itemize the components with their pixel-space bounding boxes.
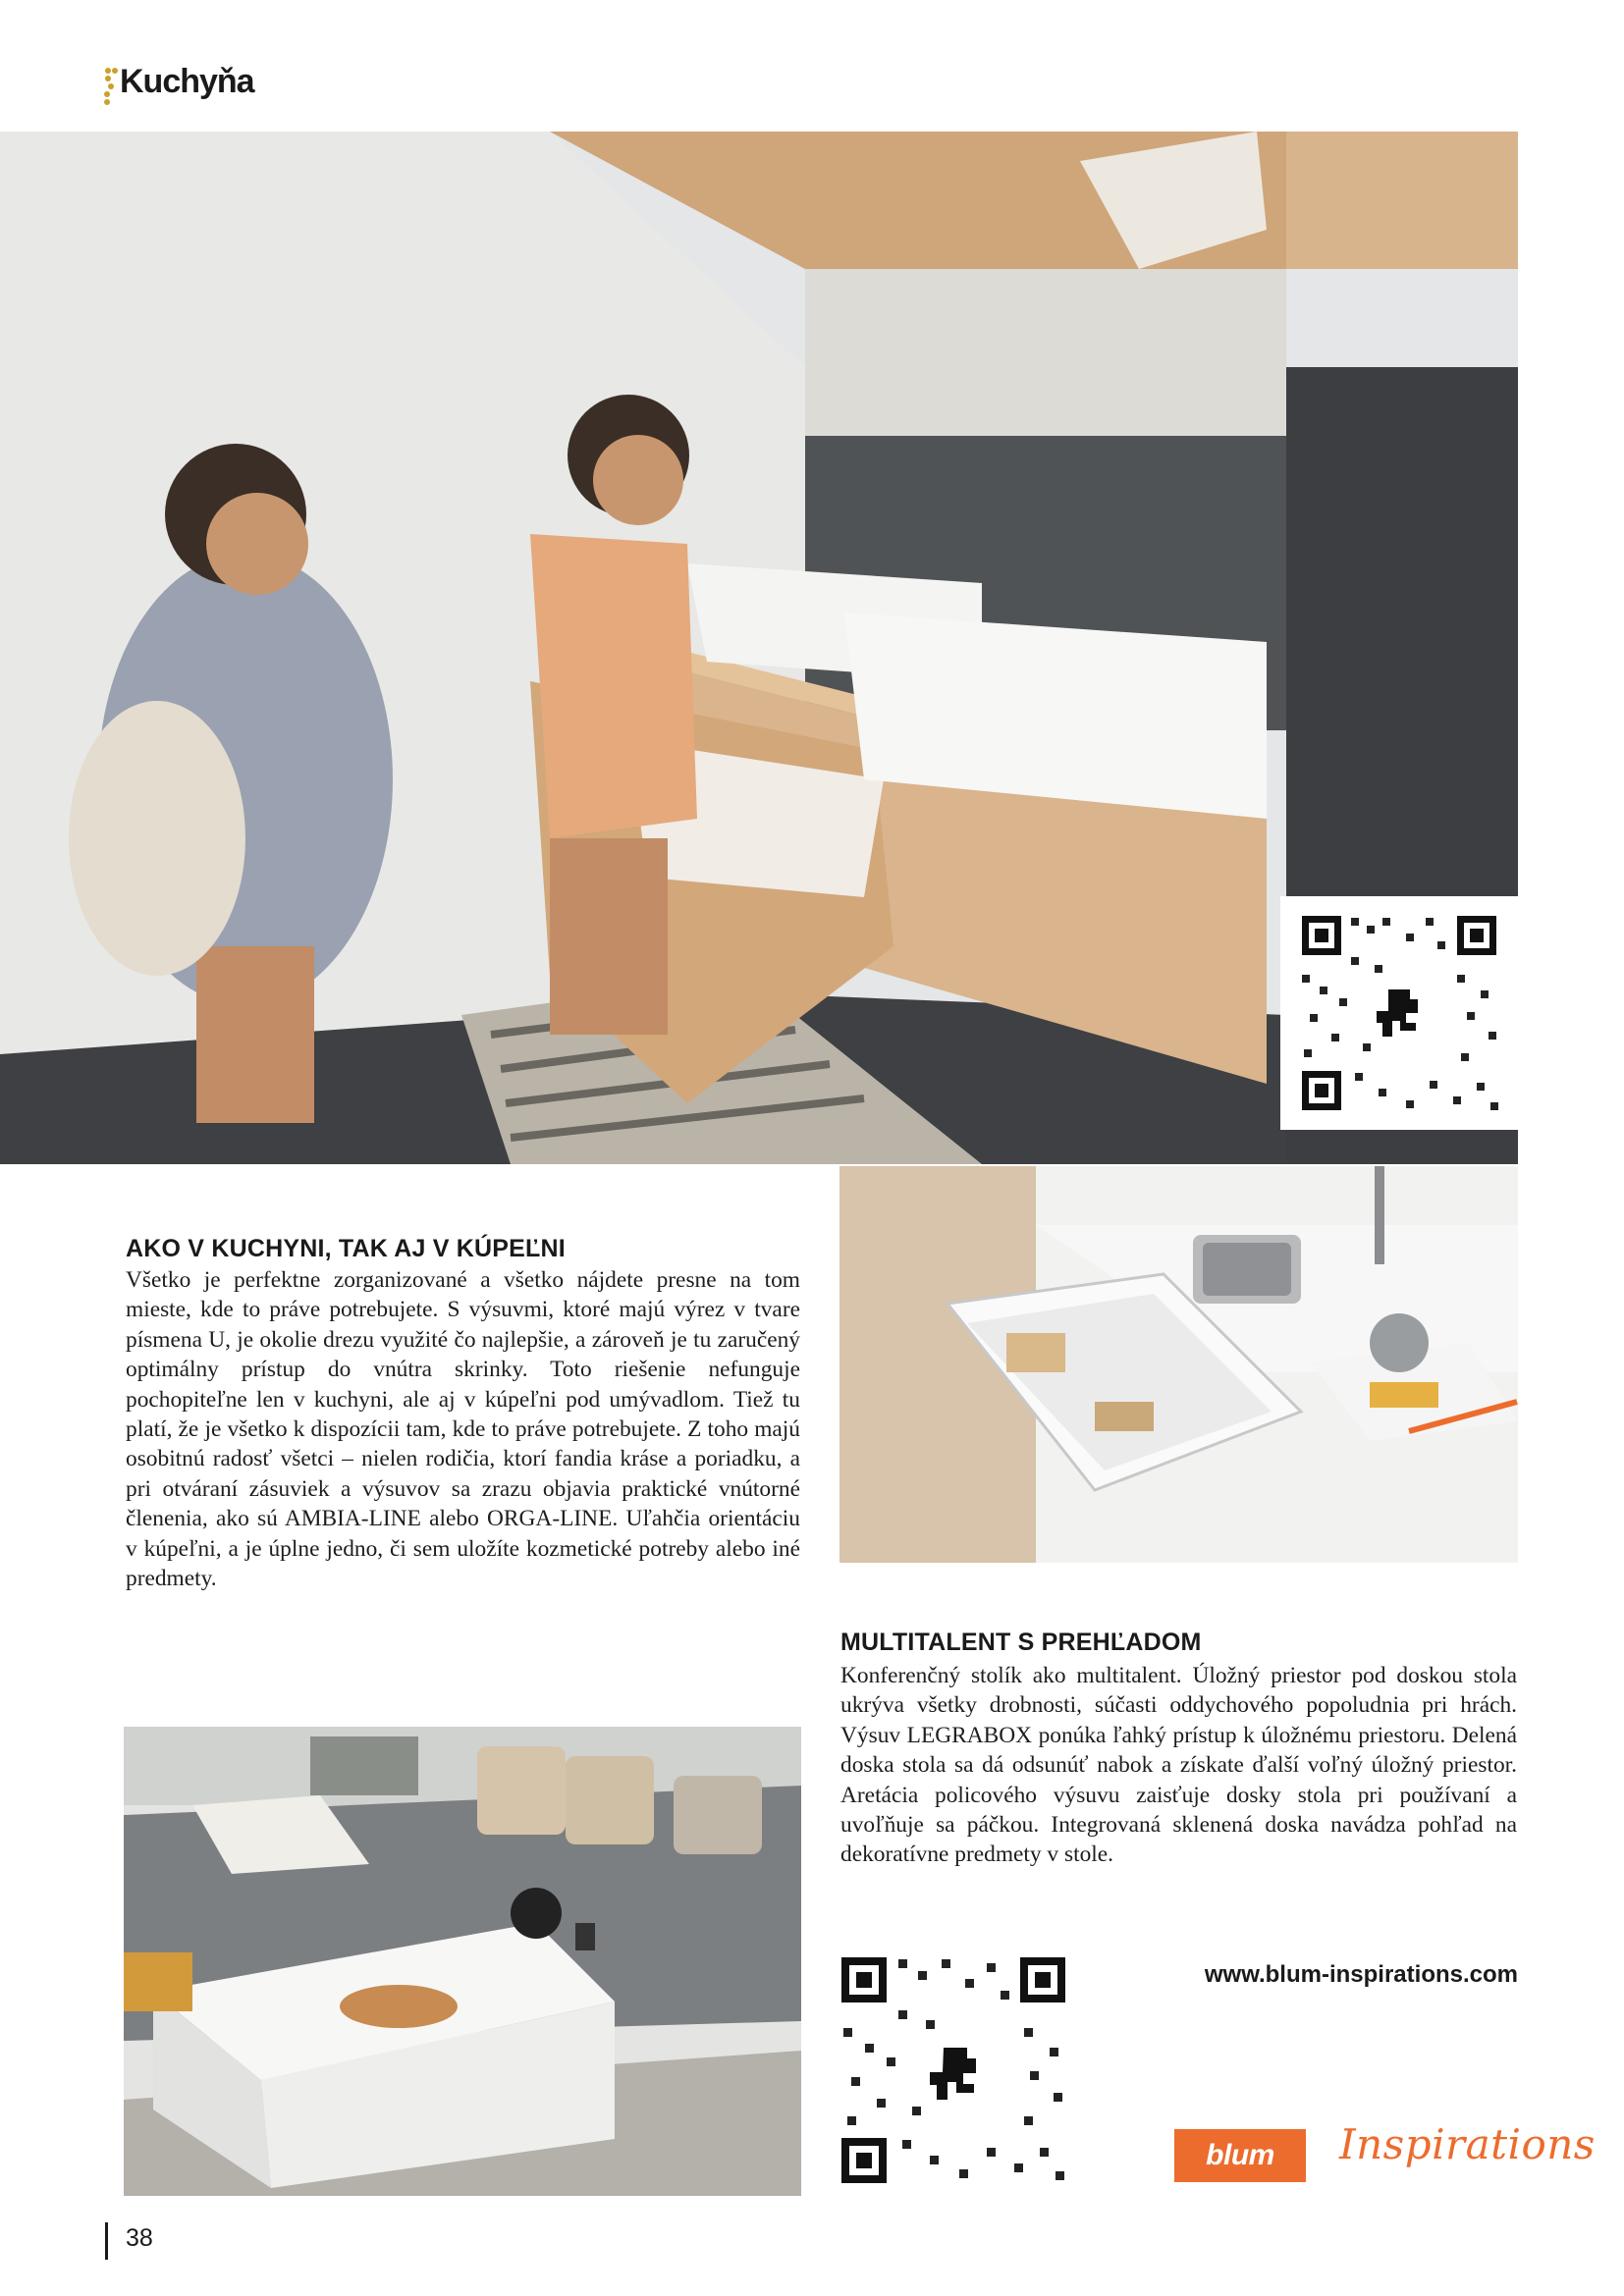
- kitchen-drawer-photo: [839, 1166, 1518, 1563]
- page-number-divider: [105, 2222, 108, 2260]
- section-body-bathroom: Všetko je perfektne zorganizované a všetko nájdete presne na tom mieste, kde to práve potrebujete. S výsuvmi, ktoré majú výrez v tvare písmena U, je okolie drezu využité čo najlepšie, a zároveň je tu zaručený optimálny prístup do vnútra skrinky. Toto riešenie nefunguje pochopiteľne len v kuchyni, ale aj v kúpeľni pod umývadlom. Tiež tu platí, že je všetko k dispozícii tam, kde to práve potrebujete. Z toho majú osobitnú radosť všetci – nielen rodičia, ktorí fandia kráse a poriadku, a pri otváraní zásuviek a výsuvov sa zrazu objavia praktické vnútorné členenia, ako sú AMBIA-LINE alebo ORGA-LINE. Uľahčia orientáciu v kúpeľni, a je úplne jedno, či sem uložíte kozmetické potreby alebo iné predmety.: [126, 1267, 800, 1592]
- section-heading-multitalent: MULTITALENT S PREHĽADOM: [840, 1629, 1202, 1656]
- website-url[interactable]: www.blum-inspirations.com: [1204, 1961, 1518, 1988]
- magazine-logo: [102, 61, 279, 110]
- section-body-multitalent: Konferenčný stolík ako multitalent. Úložný priestor pod doskou stola ukrýva všetky drobnosti, súčasti oddychového popoludnia pri hrách. Výsuv LEGRABOX ponúka ľahký prístup k úložnému priestoru. Delená doska stola sa dá odsunúť nabok a získate ďalší voľný úložný priestor. Aretácia policového výsuvu zaisťuje dosky stola pri používaní a uvoľňuje sa páčkou. Integrovaná sklenená doska navádza pohľad na dekoratívne predmety v stole.: [840, 1663, 1517, 1868]
- section-heading-bathroom: AKO V KUCHYNI, TAK AJ V KÚPEĽNI: [126, 1235, 566, 1262]
- qr-code-icon: [1280, 896, 1518, 1130]
- page-number: 38: [126, 2224, 153, 2252]
- inspirations-wordmark: Inspirations: [1339, 2120, 1596, 2168]
- magazine-name: Kuchyňa: [120, 63, 254, 100]
- qr-code-bottom[interactable]: [828, 1946, 1083, 2203]
- blum-logo: blum: [1174, 2129, 1306, 2182]
- qr-code-top[interactable]: [1280, 896, 1518, 1130]
- coffee-table-photo: [124, 1727, 801, 2196]
- qr-code-icon: [828, 1946, 1083, 2203]
- logo-dots-icon: [102, 65, 120, 108]
